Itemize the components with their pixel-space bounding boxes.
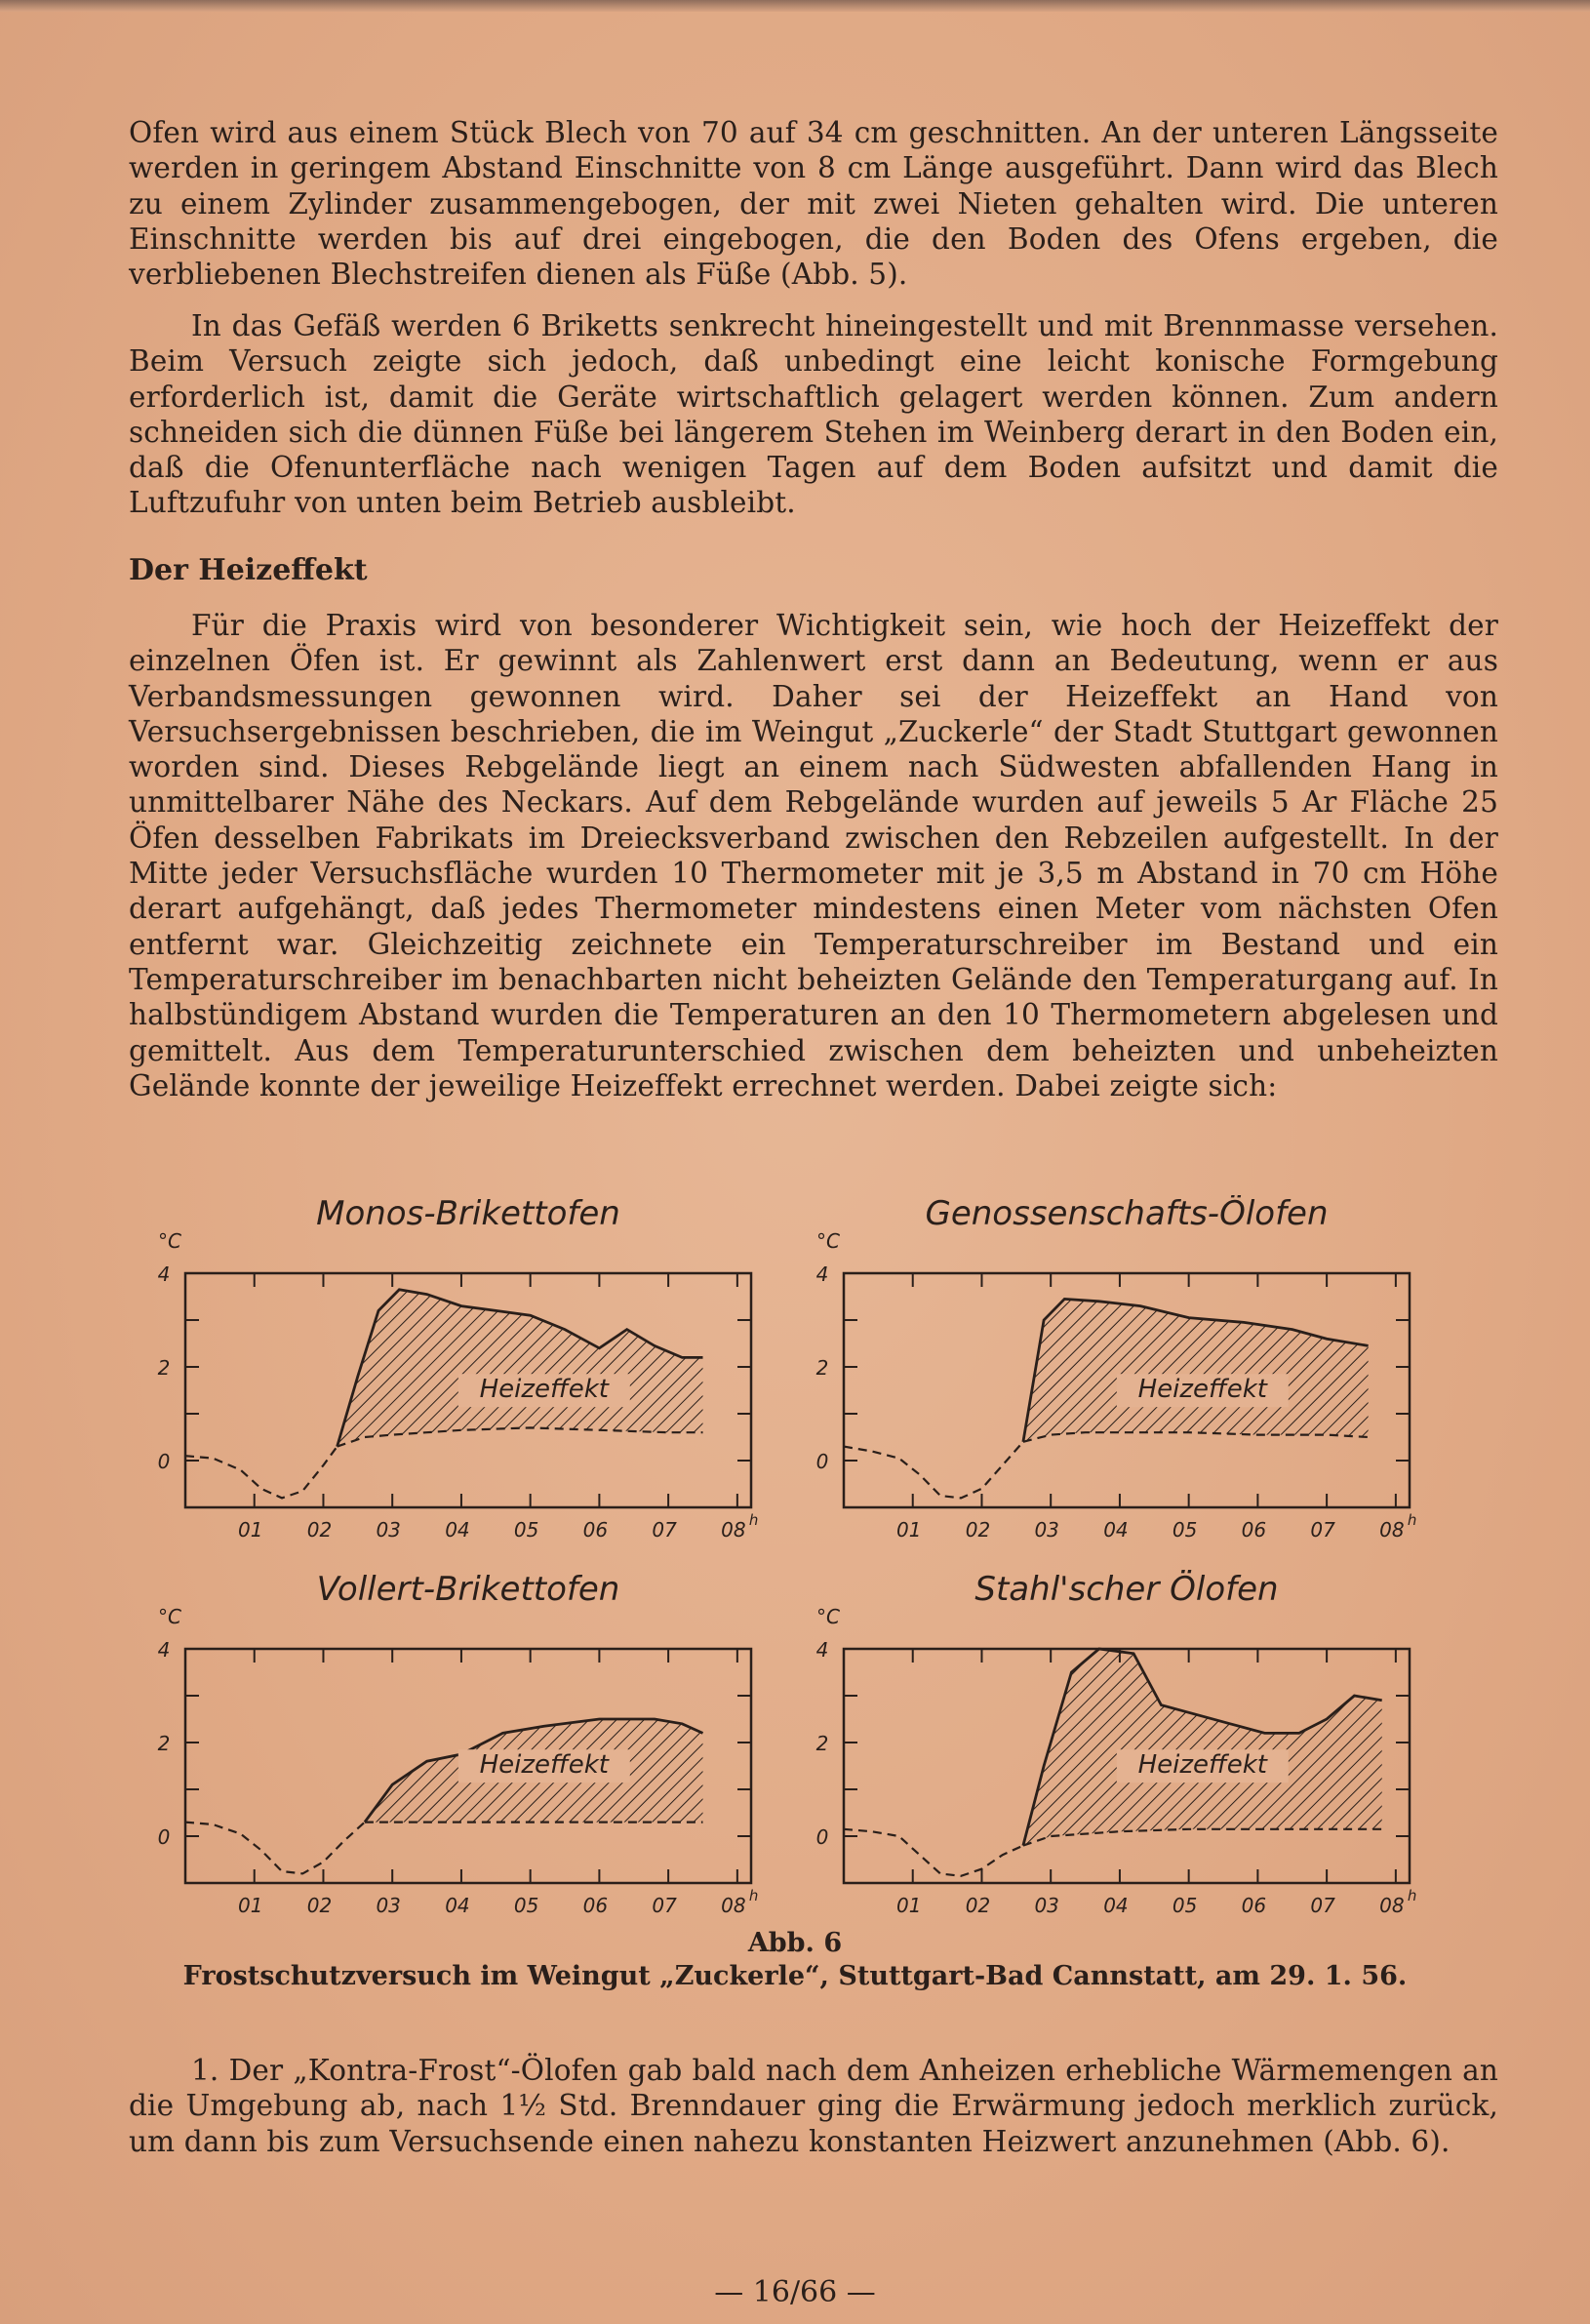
paragraph-kontra-frost: 1. Der „Kontra-Frost“-Ölofen gab bald nach dem Anheizen erhebliche Wärmemengen an die Umgebung ab, nach 1½ Std. Brenndauer ging die Erwärmung jedoch merklich zurück, um dann bis zum Versuchsende einen nahezu konstanten Heizwert anzunehmen (Abb. 6).	[129, 2054, 1498, 2158]
x-tick-label: 02	[306, 1894, 333, 1917]
chart-1	[158, 1195, 759, 1542]
area-label: Heizeffekt	[1137, 1750, 1268, 1781]
unheated-curve-pre	[185, 1823, 365, 1874]
unheated-curve-pre	[185, 1447, 338, 1499]
unheated-curve	[1023, 1432, 1369, 1442]
heizeffekt-area	[1023, 1299, 1369, 1441]
chart-title: Genossenschafts-Ölofen	[925, 1195, 1329, 1233]
y-unit-label: °C	[816, 1605, 840, 1628]
area-label: Heizeffekt	[1137, 1375, 1268, 1405]
x-tick-label: 08	[1379, 1518, 1405, 1542]
y-tick-label: 2	[815, 1356, 829, 1380]
figure-label: Abb. 6	[747, 1928, 843, 1958]
y-unit-label: °C	[158, 1229, 181, 1253]
chart-4	[816, 1569, 1417, 1917]
section-heading: Der Heizeffekt	[129, 553, 368, 587]
y-tick-label: 0	[157, 1450, 171, 1473]
chart-2	[816, 1195, 1417, 1542]
paragraph-praxis: Für die Praxis wird von besonderer Wichtigkeit sein, wie hoch der Heizeffekt der einzelnen Öfen ist. Er gewinnt als Zahlenwert erst dann an Bedeutung, wenn er aus Verbandsmessungen gewonnen wird. Daher sei der Heizeffekt an Hand von Versuchsergebnissen beschrieben, die im Weingut „Zuckerle“ der Stadt Stuttgart gewonnen worden sind. Dieses Rebgelände liegt an einem nach Südwesten abfallenden Hang in unmittelbarer Nähe des Neckars. Auf dem Rebgelände wurden auf jeweils 5 Ar Fläche 25 Öfen desselben Fabrikats im Dreiecksverband zwischen den Rebzeilen aufgestellt. In der Mitte jeder Versuchsfläche wurden 10 Thermometer mit je 3,5 m Abstand in 70 cm Höhe derart aufgehängt, daß jedes Thermometer mindestens einen Meter vom nächsten Ofen entfernt war. Gleichzeitig zeichnete ein Temperaturschreiber im Bestand und ein Temperaturschreiber im benachbarten nicht beheizten Gelände den Temperaturgang auf. In halbstündigem Abstand wurden die Temperaturen an den 10 Thermometern abgelesen und gemittelt. Aus dem Temperaturunterschied zwischen dem beheizten und unbeheizten Gelände konnte der jeweilige Heizeffekt errechnet werden. Dabei zeigte sich:	[129, 609, 1498, 1102]
x-tick-label: 02	[965, 1518, 991, 1542]
x-tick-label: 03	[1034, 1518, 1059, 1542]
x-tick-label: 07	[652, 1894, 677, 1917]
y-tick-label: 4	[157, 1262, 171, 1286]
x-tick-label: 06	[1241, 1518, 1267, 1542]
x-tick-label: 04	[1103, 1518, 1129, 1542]
x-tick-label: 05	[1172, 1518, 1198, 1542]
x-tick-label: 05	[1172, 1894, 1198, 1917]
x-unit-label: h	[1407, 1511, 1417, 1529]
y-unit-label: °C	[158, 1605, 181, 1628]
y-tick-label: 0	[157, 1825, 171, 1849]
figure-caption: Frostschutzversuch im Weingut „Zuckerle“, Stuttgart-Bad Cannstatt, am 29. 1. 56.	[182, 1961, 1408, 1991]
heizeffekt-area	[1023, 1649, 1382, 1846]
x-tick-label: 07	[652, 1518, 677, 1542]
x-unit-label: h	[748, 1511, 759, 1529]
x-tick-label: 02	[306, 1518, 333, 1542]
x-tick-label: 06	[582, 1894, 609, 1917]
x-tick-label: 05	[513, 1894, 539, 1917]
page-edge	[0, 0, 1590, 12]
chart-title: Vollert-Brikettofen	[316, 1570, 620, 1609]
x-tick-label: 01	[238, 1518, 263, 1542]
paragraph-gefaess: In das Gefäß werden 6 Briketts senkrecht hineingestellt und mit Brennmasse versehen. Beim Versuch zeigte sich jedoch, daß unbedingt eine leicht konische Formgebung erforderlich ist, damit die Geräte wirtschaftlich gelagert werden können. Zum andern schneiden sich die dünnen Füße bei längerem Stehen im Weinberg derart in den Boden ein, daß die Ofenunterfläche nach wenigen Tagen auf dem Boden aufsitzt und damit die Luftzufuhr von unten beim Betrieb ausbleibt.	[129, 309, 1498, 520]
figure-charts	[146, 1195, 1473, 1927]
x-tick-label: 04	[445, 1894, 470, 1917]
x-tick-label: 05	[513, 1518, 539, 1542]
x-tick-label: 06	[582, 1518, 609, 1542]
chart-title: Stahl'scher Ölofen	[974, 1570, 1279, 1609]
x-tick-label: 01	[896, 1518, 922, 1542]
x-unit-label: h	[1407, 1887, 1417, 1904]
y-tick-label: 2	[157, 1732, 171, 1755]
x-tick-label: 01	[896, 1894, 922, 1917]
paragraph-ofen: Ofen wird aus einem Stück Blech von 70 auf 34 cm geschnitten. An der unteren Längsseite werden in geringem Abstand Einschnitte von 8 cm Länge ausgeführt. Dann wird das Blech zu einem Zylinder zusammengebogen, der mit zwei Nieten gehalten wird. Die unteren Einschnitte werden bis auf drei eingebogen, die den Boden des Ofens ergeben, die verbliebenen Blechstreifen dienen als Füße (Abb. 5).	[129, 116, 1498, 292]
x-tick-label: 08	[721, 1894, 746, 1917]
x-tick-label: 04	[445, 1518, 470, 1542]
chart-3	[158, 1570, 759, 1917]
y-tick-label: 4	[157, 1638, 171, 1662]
y-tick-label: 2	[815, 1732, 829, 1755]
x-tick-label: 08	[721, 1518, 746, 1542]
y-tick-label: 2	[157, 1356, 171, 1380]
x-tick-label: 03	[376, 1894, 401, 1917]
x-tick-label: 07	[1310, 1518, 1335, 1542]
x-unit-label: h	[748, 1887, 759, 1904]
x-tick-label: 07	[1310, 1894, 1335, 1917]
page-number: — 16/66 —	[714, 2275, 876, 2309]
y-tick-label: 4	[815, 1262, 829, 1286]
x-tick-label: 03	[376, 1518, 401, 1542]
unheated-curve-pre	[844, 1829, 1023, 1876]
x-tick-label: 08	[1379, 1894, 1405, 1917]
area-label: Heizeffekt	[479, 1750, 610, 1781]
x-tick-label: 01	[238, 1894, 263, 1917]
x-tick-label: 03	[1034, 1894, 1059, 1917]
unheated-curve-pre	[844, 1442, 1023, 1499]
x-tick-label: 04	[1103, 1894, 1129, 1917]
area-label: Heizeffekt	[479, 1375, 610, 1405]
y-tick-label: 4	[815, 1638, 829, 1662]
chart-title: Monos-Brikettofen	[316, 1195, 620, 1233]
y-tick-label: 0	[815, 1825, 829, 1849]
y-tick-label: 0	[815, 1450, 829, 1473]
x-tick-label: 06	[1241, 1894, 1267, 1917]
x-tick-label: 02	[965, 1894, 991, 1917]
y-unit-label: °C	[816, 1229, 840, 1253]
